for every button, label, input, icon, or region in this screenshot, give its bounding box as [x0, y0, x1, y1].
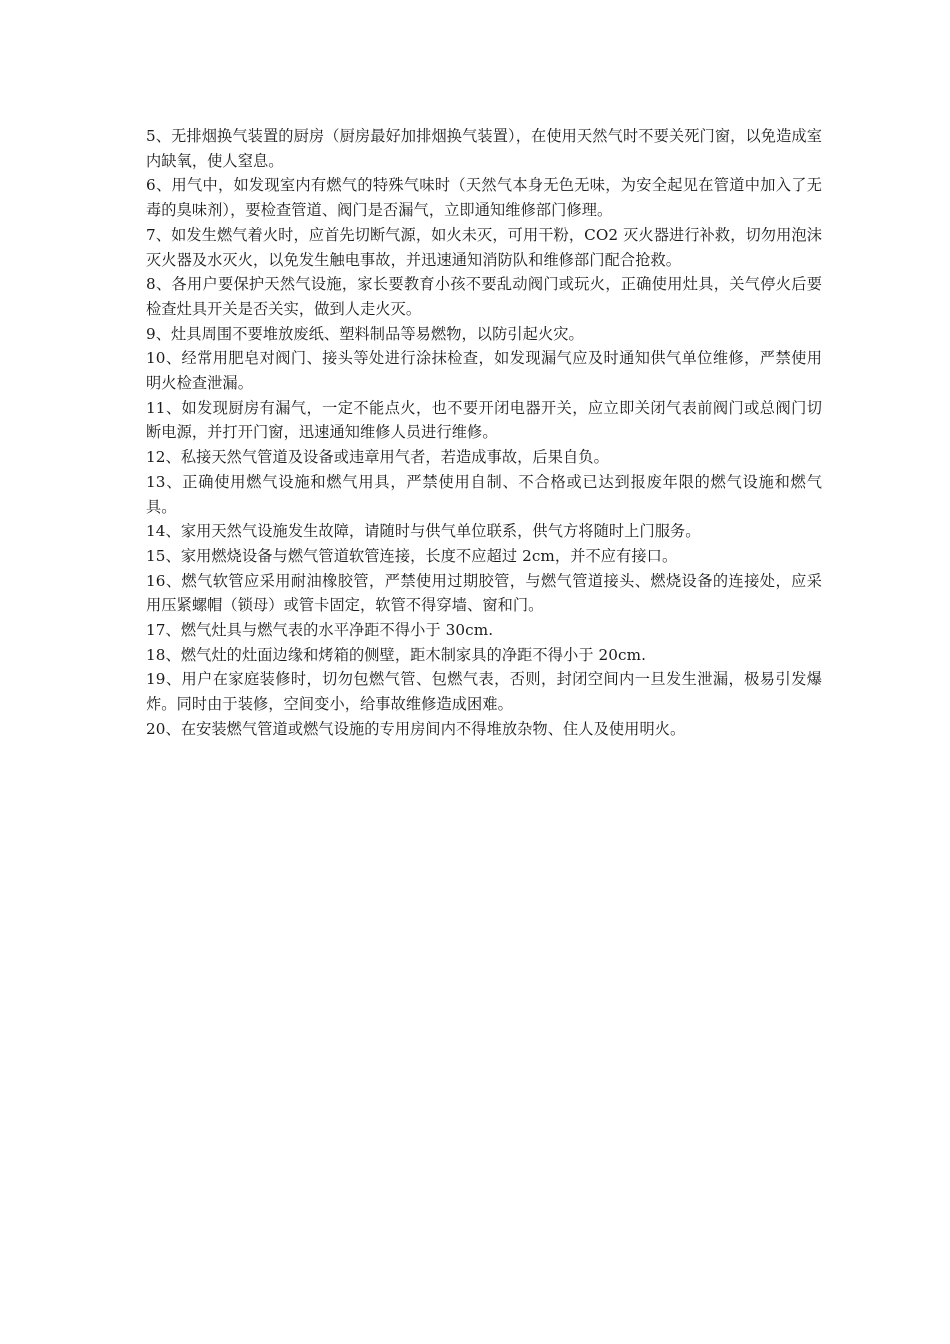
list-item-13: 13、正确使用燃气设施和燃气用具，严禁使用自制、不合格或已达到报废年限的燃气设施和燃气具。	[146, 472, 822, 516]
list-item-8: 8、各用户要保护天然气设施，家长要教育小孩不要乱动阀门或玩火，正确使用灶具，关气停火后要检查灶具开关是否关实，做到人走火灭。	[146, 275, 822, 318]
list-item-6: 6、用气中，如发现室内有燃气的特殊气味时（天然气本身无色无味，为安全起见在管道中加入了无毒的臭味剂），要检查管道、阀门是否漏气，立即通知维修部门修理。	[146, 176, 822, 220]
list-item-19: 19、用户在家庭装修时，切勿包燃气管、包燃气表，否则，封闭空间内一旦发生泄漏，极易引发爆炸。同时由于装修，空间变小，给事故维修造成困难。	[146, 670, 822, 714]
list-item-15: 15、家用燃烧设备与燃气管道软管连接，长度不应超过 2cm，并不应有接口。	[146, 546, 678, 565]
list-item-14: 14、家用天然气设施发生故障，请随时与供气单位联系，供气方将随时上门服务。	[146, 522, 701, 541]
list-item-16: 16、燃气软管应采用耐油橡胶管，严禁使用过期胶管，与燃气管道接头、燃烧设备的连接处，应采用压紧螺帽（锁母）或管卡固定，软管不得穿墙、窗和门。	[146, 571, 822, 615]
list-item-20: 20、在安装燃气管道或燃气设施的专用房间内不得堆放杂物、住人及使用明火。	[146, 719, 686, 738]
list-item-10: 10、经常用肥皂对阀门、接头等处进行涂抹检查，如发现漏气应及时通知供气单位维修，严禁使用明火检查泄漏。	[146, 349, 822, 393]
list-item-18: 18、燃气灶的灶面边缘和烤箱的侧壁，距木制家具的净距不得小于 20cm.	[146, 645, 647, 664]
list-item-17: 17、燃气灶具与燃气表的水平净距不得小于 30cm.	[146, 621, 494, 640]
list-item-12: 12、私接天然气管道及设备或违章用气者，若造成事故，后果自负。	[146, 448, 609, 467]
list-item-5: 5、无排烟换气装置的厨房（厨房最好加排烟换气装置），在使用天然气时不要关死门窗，以免造成室内缺氧，使人窒息。	[146, 127, 822, 170]
list-item-11: 11、如发现厨房有漏气，一定不能点火，也不要开闭电器开关，应立即关闭气表前阀门或总阀门切断电源，并打开门窗，迅速通知维修人员进行维修。	[146, 398, 822, 442]
document-body	[146, 124, 822, 742]
list-item-7: 7、如发生燃气着火时，应首先切断气源，如火未灭，可用干粉，CO2 灭火器进行补救，切勿用泡沫灭火器及水灭火，以免发生触电事故，并迅速通知消防队和维修部门配合抢救。	[146, 225, 822, 269]
list-item-9: 9、灶具周围不要堆放废纸、塑料制品等易燃物，以防引起火灾。	[146, 324, 584, 343]
